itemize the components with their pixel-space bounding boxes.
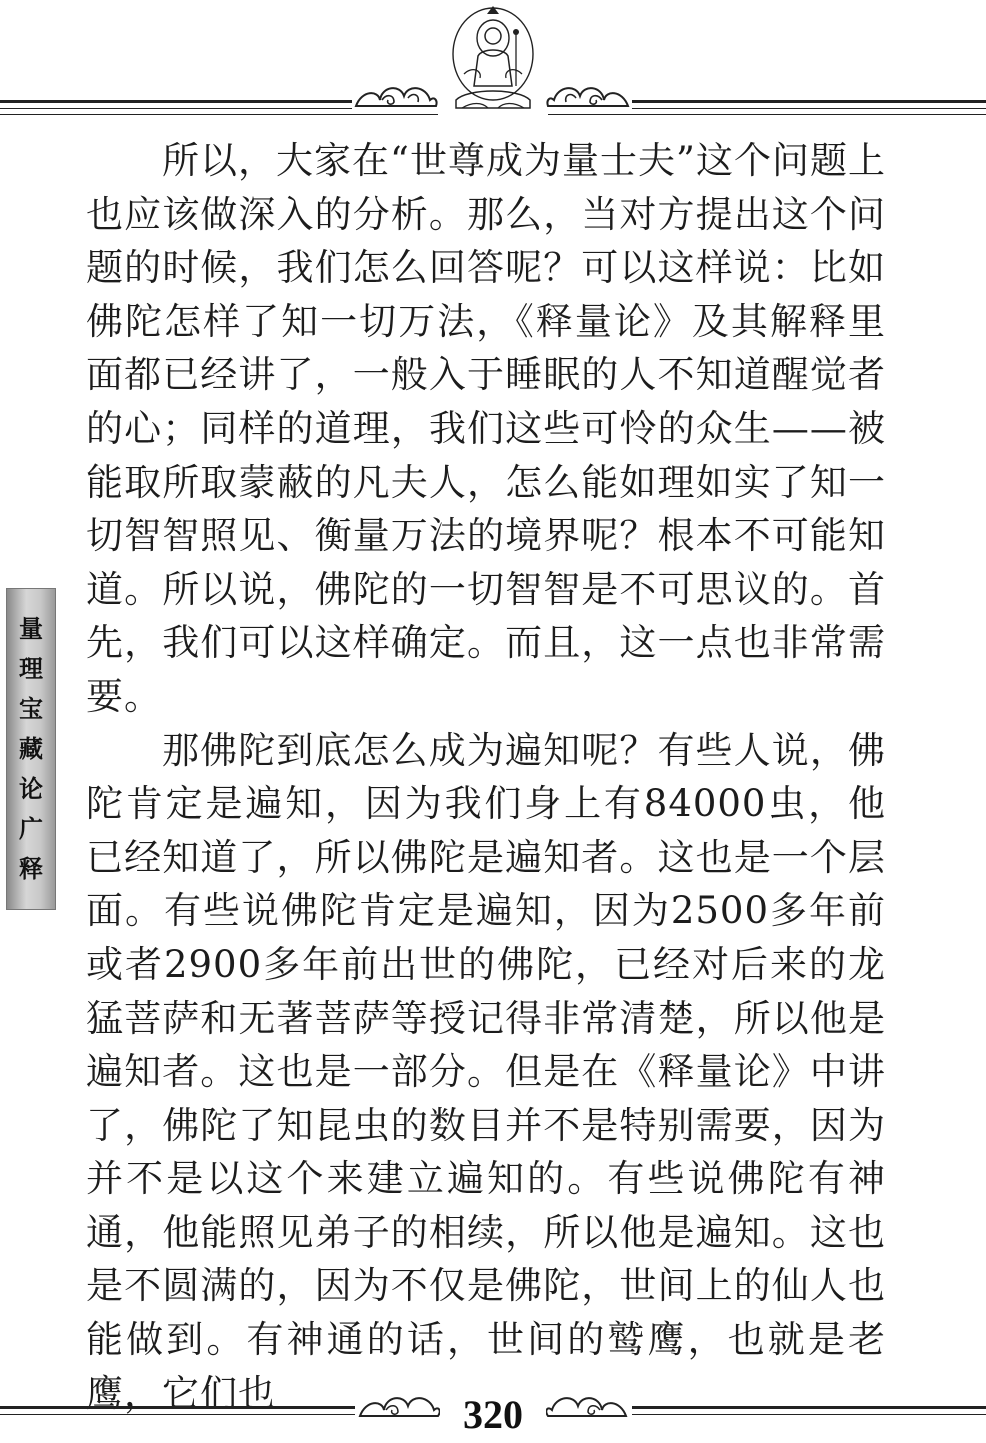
paragraph-2: 那佛陀到底怎么成为遍知呢？有些人说，佛陀肯定是遍知，因为我们身上有84000虫，他已经知道了，所以佛陀是遍知者。这也是一个层面。有些说佛陀肯定是遍知，因为2500多年前或者2900多年前出世的佛陀，已经对后来的龙猛菩萨和无著菩萨等授记得非常清楚，所以他是遍知者。这也是一部分。但是在《释量论》中讲了，佛陀了知昆虫的数目并不是特别需要，因为并不是以这个来建立遍知的。有些说佛陀有神通，他能照见弟子的相续，所以他是遍知。这也是不圆满的，因为不仅是佛陀，世间上的仙人也能做到。有神通的话，世间的鹫鹰，也就是老鹰，它们也 [86,728,886,1415]
footer-rule-left-thick [0,1406,355,1409]
cloud-ornament-right-icon [546,76,632,112]
cloud-ornament-left-icon [352,76,438,112]
body-text [86,134,886,1420]
side-tab-char: 论 [19,774,43,803]
side-tab-char: 广 [19,814,43,843]
side-tab-char: 量 [19,614,43,643]
side-tab-char: 宝 [19,694,43,723]
cloud-ornament-footer-right-icon [546,1388,630,1422]
page-number: 320 [463,1392,523,1437]
deity-illustration-icon [438,4,548,116]
paragraph-1: 所以，大家在“世尊成为量士夫”这个问题上也应该做深入的分析。那么，当对方提出这个问题的时候，我们怎么回答呢？可以这样说：比如佛陀怎样了知一切万法，《释量论》及其解释里面都已经讲了，一般入于睡眠的人不知道醒觉者的心；同样的道理，我们这些可怜的众生——被能取所取蒙蔽的凡夫人，怎么能如理如实了知一切智智照见、衡量万法的境界呢？根本不可能知道。所以说，佛陀的一切智智是不可思议的。首先，我们可以这样确定。而且，这一点也非常需要。 [86,139,886,718]
footer-rule-right-thick [632,1406,986,1409]
side-tab-book-title [6,588,56,910]
page-footer [0,1378,986,1443]
footer-rule-left-thin [0,1414,355,1415]
footer-rule-right-thin [632,1414,986,1415]
side-tab-char: 理 [19,654,43,683]
side-tab-chars [12,601,50,897]
page-header [0,0,986,125]
side-tab-char: 藏 [19,734,43,763]
cloud-ornament-footer-left-icon [356,1388,440,1422]
side-tab-char: 释 [19,854,43,883]
